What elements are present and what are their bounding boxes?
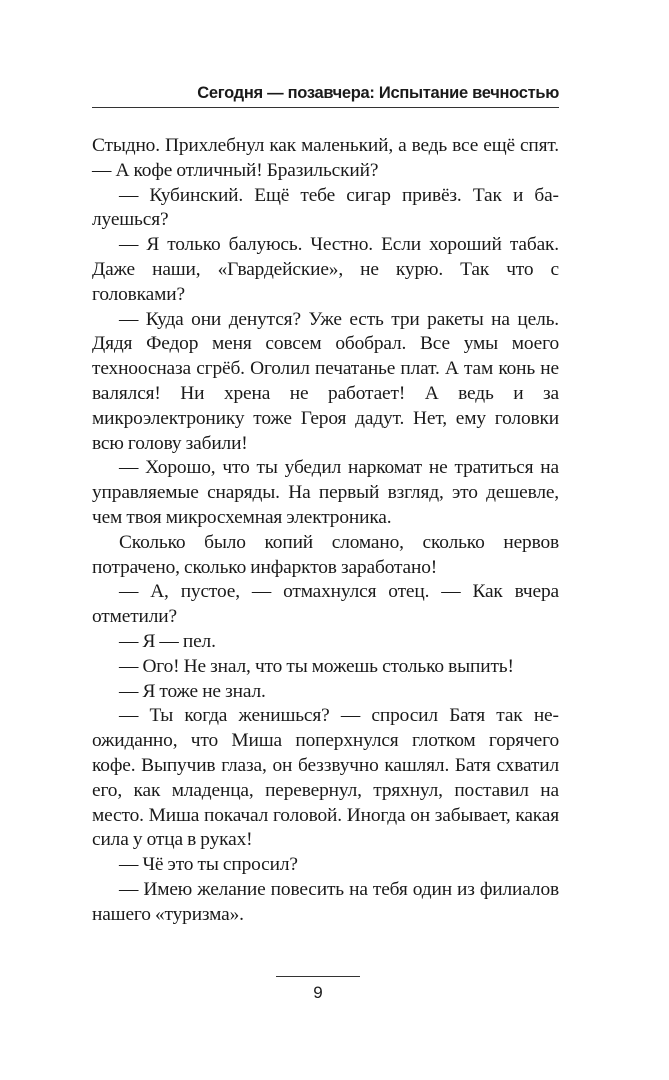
paragraph: — Я только балуюсь. Честно. Если хороший табак. Даже наши, «Гвардейские», не курю. Так что с головками? [92, 234, 559, 305]
paragraph: — Ого! Не знал, что ты можешь столько выпить! [119, 655, 514, 677]
paragraph: — Ты когда женишься? — спросил Батя так неожиданно, что Миша поперхнулся глотком горячего кофе. Выпучив глаза, он беззвучно кашлял. Батя схватил его, как младенца, перевернул, тряхнул, поставил на место. Миша покачал головой. Иногда он забывает, какая сила у отца в руках! [92, 705, 559, 851]
paragraph: Сколько было копий сломано, сколько нервов потрачено, сколько инфарктов заработано! [92, 531, 559, 578]
paragraph: — Я — пел. [119, 630, 216, 652]
header-rule [92, 107, 559, 108]
paragraph: — А, пустое, — отмахнулся отец. — Как вчера отметили? [92, 581, 559, 628]
paragraph: — Хорошо, что ты убедил наркомат не тратиться на управляемые снаряды. На первый взгляд, это дешевле, чем твоя микросхемная электроника. [92, 457, 559, 528]
paragraph: — Кубинский. Ещё тебе сигар привёз. Так и балуешься? [92, 184, 559, 231]
page-number: 9 [313, 983, 323, 1002]
running-head: Сегодня — позавчера: Испытание вечностью [197, 84, 559, 102]
paragraph: Стыдно. Прихлебнул как маленький, а ведь все ещё спят. — А кофе отличный! Бразильский? [92, 135, 559, 181]
paragraph: — Куда они денутся? Уже есть три ракеты на цель. Дядя Федор меня совсем обобрал. Все умы моего техноосназа сгрёб. Оголил печатанье плат. А там конь не валялся! Ни хрена не работает! А ведь и за микроэлектронику тоже Героя дадут. Нет, ему головки всю голову забили! [92, 308, 559, 454]
text-body [92, 134, 559, 928]
paragraph: — Чё это ты спросил? [119, 854, 298, 876]
paragraph: — Имею желание повесить на тебя один из филиалов нашего «туризма». [92, 878, 559, 925]
footer-rule [276, 976, 360, 977]
paragraph: — Я тоже не знал. [119, 680, 266, 702]
